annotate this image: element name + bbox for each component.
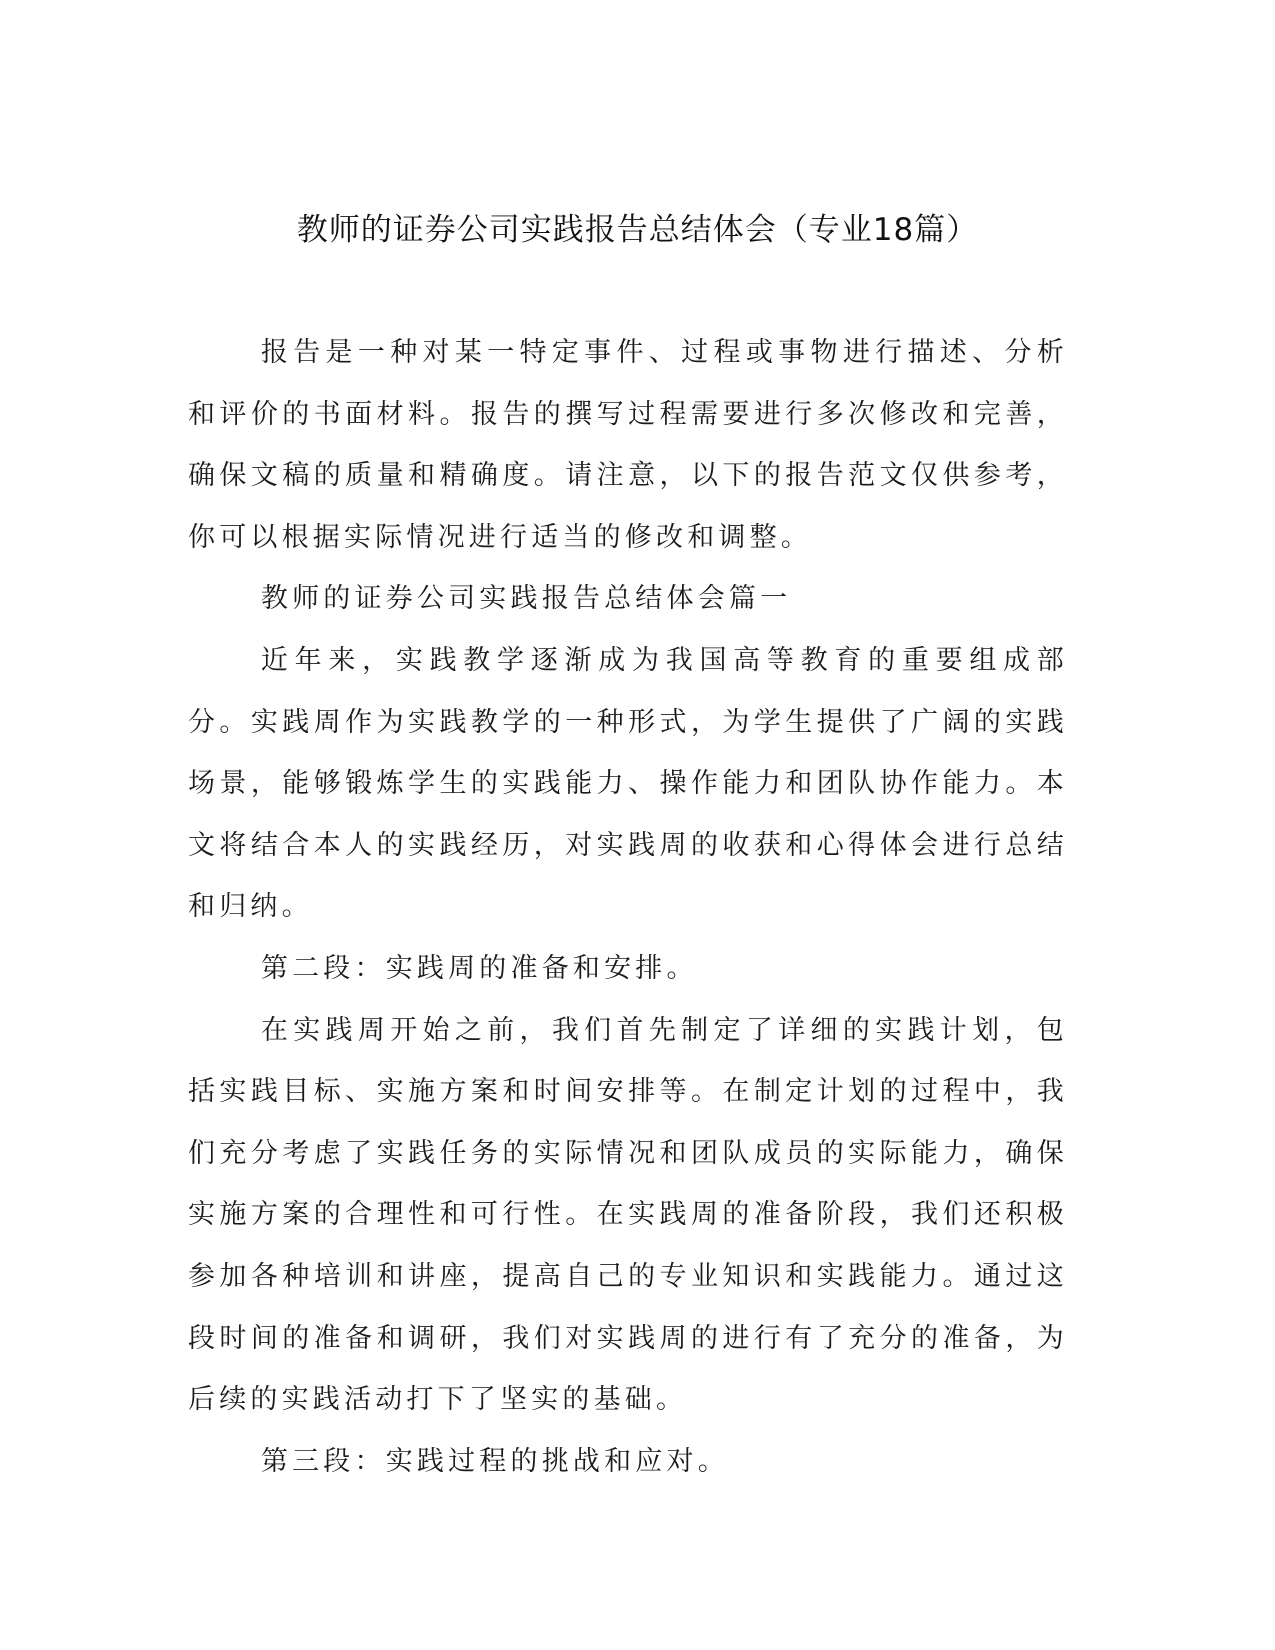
intro-paragraph: 报告是一种对某一特定事件、过程或事物进行描述、分析和评价的书面材料。报告的撰写过程需要进行多次修改和完善，确保文稿的质量和精确度。请注意，以下的报告范文仅供参考，你可以根据实际情况进行适当的修改和调整。 <box>188 337 1068 553</box>
body-paragraph: 近年来，实践教学逐渐成为我国高等教育的重要组成部分。实践周作为实践教学的一种形式，为学生提供了广阔的实践场景，能够锻炼学生的实践能力、操作能力和团队协作能力。本文将结合本人的实践经历，对实践周的收获和心得体会进行总结和归纳。 <box>188 644 1068 923</box>
section-heading-part-one: 教师的证券公司实践报告总结体会篇一 <box>260 583 792 615</box>
section-heading-second: 第二段：实践周的准备和安排。 <box>260 952 698 984</box>
body-paragraph: 在实践周开始之前，我们首先制定了详细的实践计划，包括实践目标、实施方案和时间安排等。在制定计划的过程中，我们充分考虑了实践任务的实际情况和团队成员的实际能力，确保实施方案的合理性和可行性。在实践周的准备阶段，我们还积极参加各种培训和讲座，提高自己的专业知识和实践能力。通过这段时间的准备和调研，我们对实践周的进行有了充分的准备，为后续的实践活动打下了坚实的基础。 <box>188 1014 1068 1416</box>
document-body <box>188 322 1068 1492</box>
document-title: 教师的证券公司实践报告总结体会（专业18篇） <box>296 212 979 248</box>
section-heading-third: 第三段：实践过程的挑战和应对。 <box>260 1445 729 1477</box>
